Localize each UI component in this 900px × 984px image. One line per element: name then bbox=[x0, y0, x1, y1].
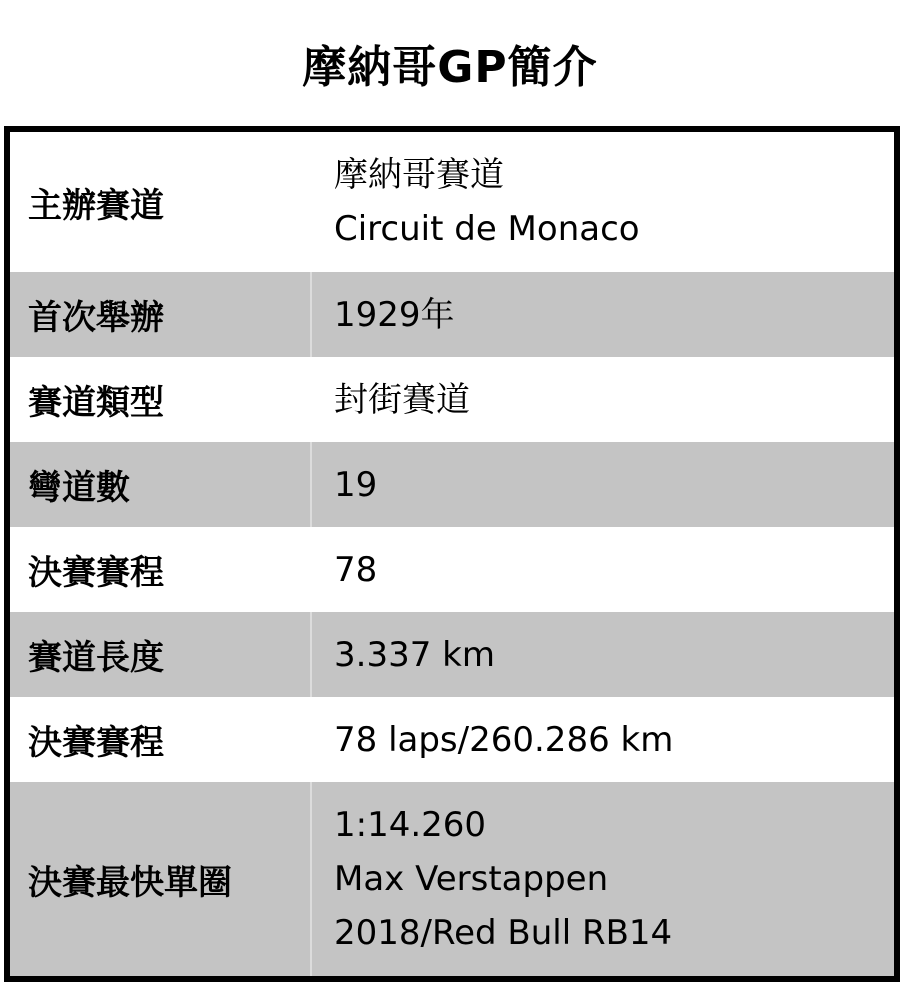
value-line: 1929年 bbox=[334, 294, 455, 335]
row-value bbox=[312, 132, 894, 272]
row-label: 決賽賽程 bbox=[28, 723, 164, 763]
table-row-circuit-length bbox=[10, 612, 894, 697]
row-value bbox=[312, 612, 894, 697]
value-line: 2018/Red Bull RB14 bbox=[334, 913, 673, 953]
row-label: 決賽最快單圈 bbox=[10, 782, 312, 976]
row-value bbox=[312, 272, 894, 357]
row-label: 彎道數 bbox=[10, 442, 312, 527]
value-line: 封街賽道 bbox=[334, 379, 470, 420]
value-line: 3.337 km bbox=[334, 634, 495, 675]
value-line: 1:14.260 bbox=[334, 805, 487, 845]
row-label: 主辦賽道 bbox=[28, 185, 164, 226]
table-row-venue bbox=[10, 132, 894, 272]
table-row-corners bbox=[10, 442, 894, 527]
value-line: 19 bbox=[334, 464, 378, 505]
value-line: 78 bbox=[334, 549, 378, 590]
row-label: 首次舉辦 bbox=[10, 272, 312, 357]
row-value bbox=[312, 527, 894, 612]
row-label: 賽道長度 bbox=[10, 612, 312, 697]
info-table bbox=[4, 126, 900, 982]
row-label: 決賽賽程 bbox=[28, 553, 164, 593]
table-row-fastest-lap bbox=[10, 782, 894, 976]
table-row-circuit-type bbox=[10, 357, 894, 442]
value-line: Circuit de Monaco bbox=[334, 209, 640, 249]
row-value bbox=[312, 357, 894, 442]
row-value bbox=[312, 697, 894, 782]
table-row-race-laps bbox=[10, 527, 894, 612]
row-value bbox=[312, 442, 894, 527]
value-line: 摩納哥賽道 bbox=[334, 155, 504, 195]
value-line: Max Verstappen bbox=[334, 859, 609, 899]
page-title: 摩納哥GP簡介 bbox=[302, 42, 598, 93]
row-value bbox=[312, 782, 894, 976]
table-row-first-held bbox=[10, 272, 894, 357]
value-line: 78 laps/260.286 km bbox=[334, 719, 674, 760]
table-row-race-distance bbox=[10, 697, 894, 782]
row-label: 賽道類型 bbox=[28, 383, 164, 423]
